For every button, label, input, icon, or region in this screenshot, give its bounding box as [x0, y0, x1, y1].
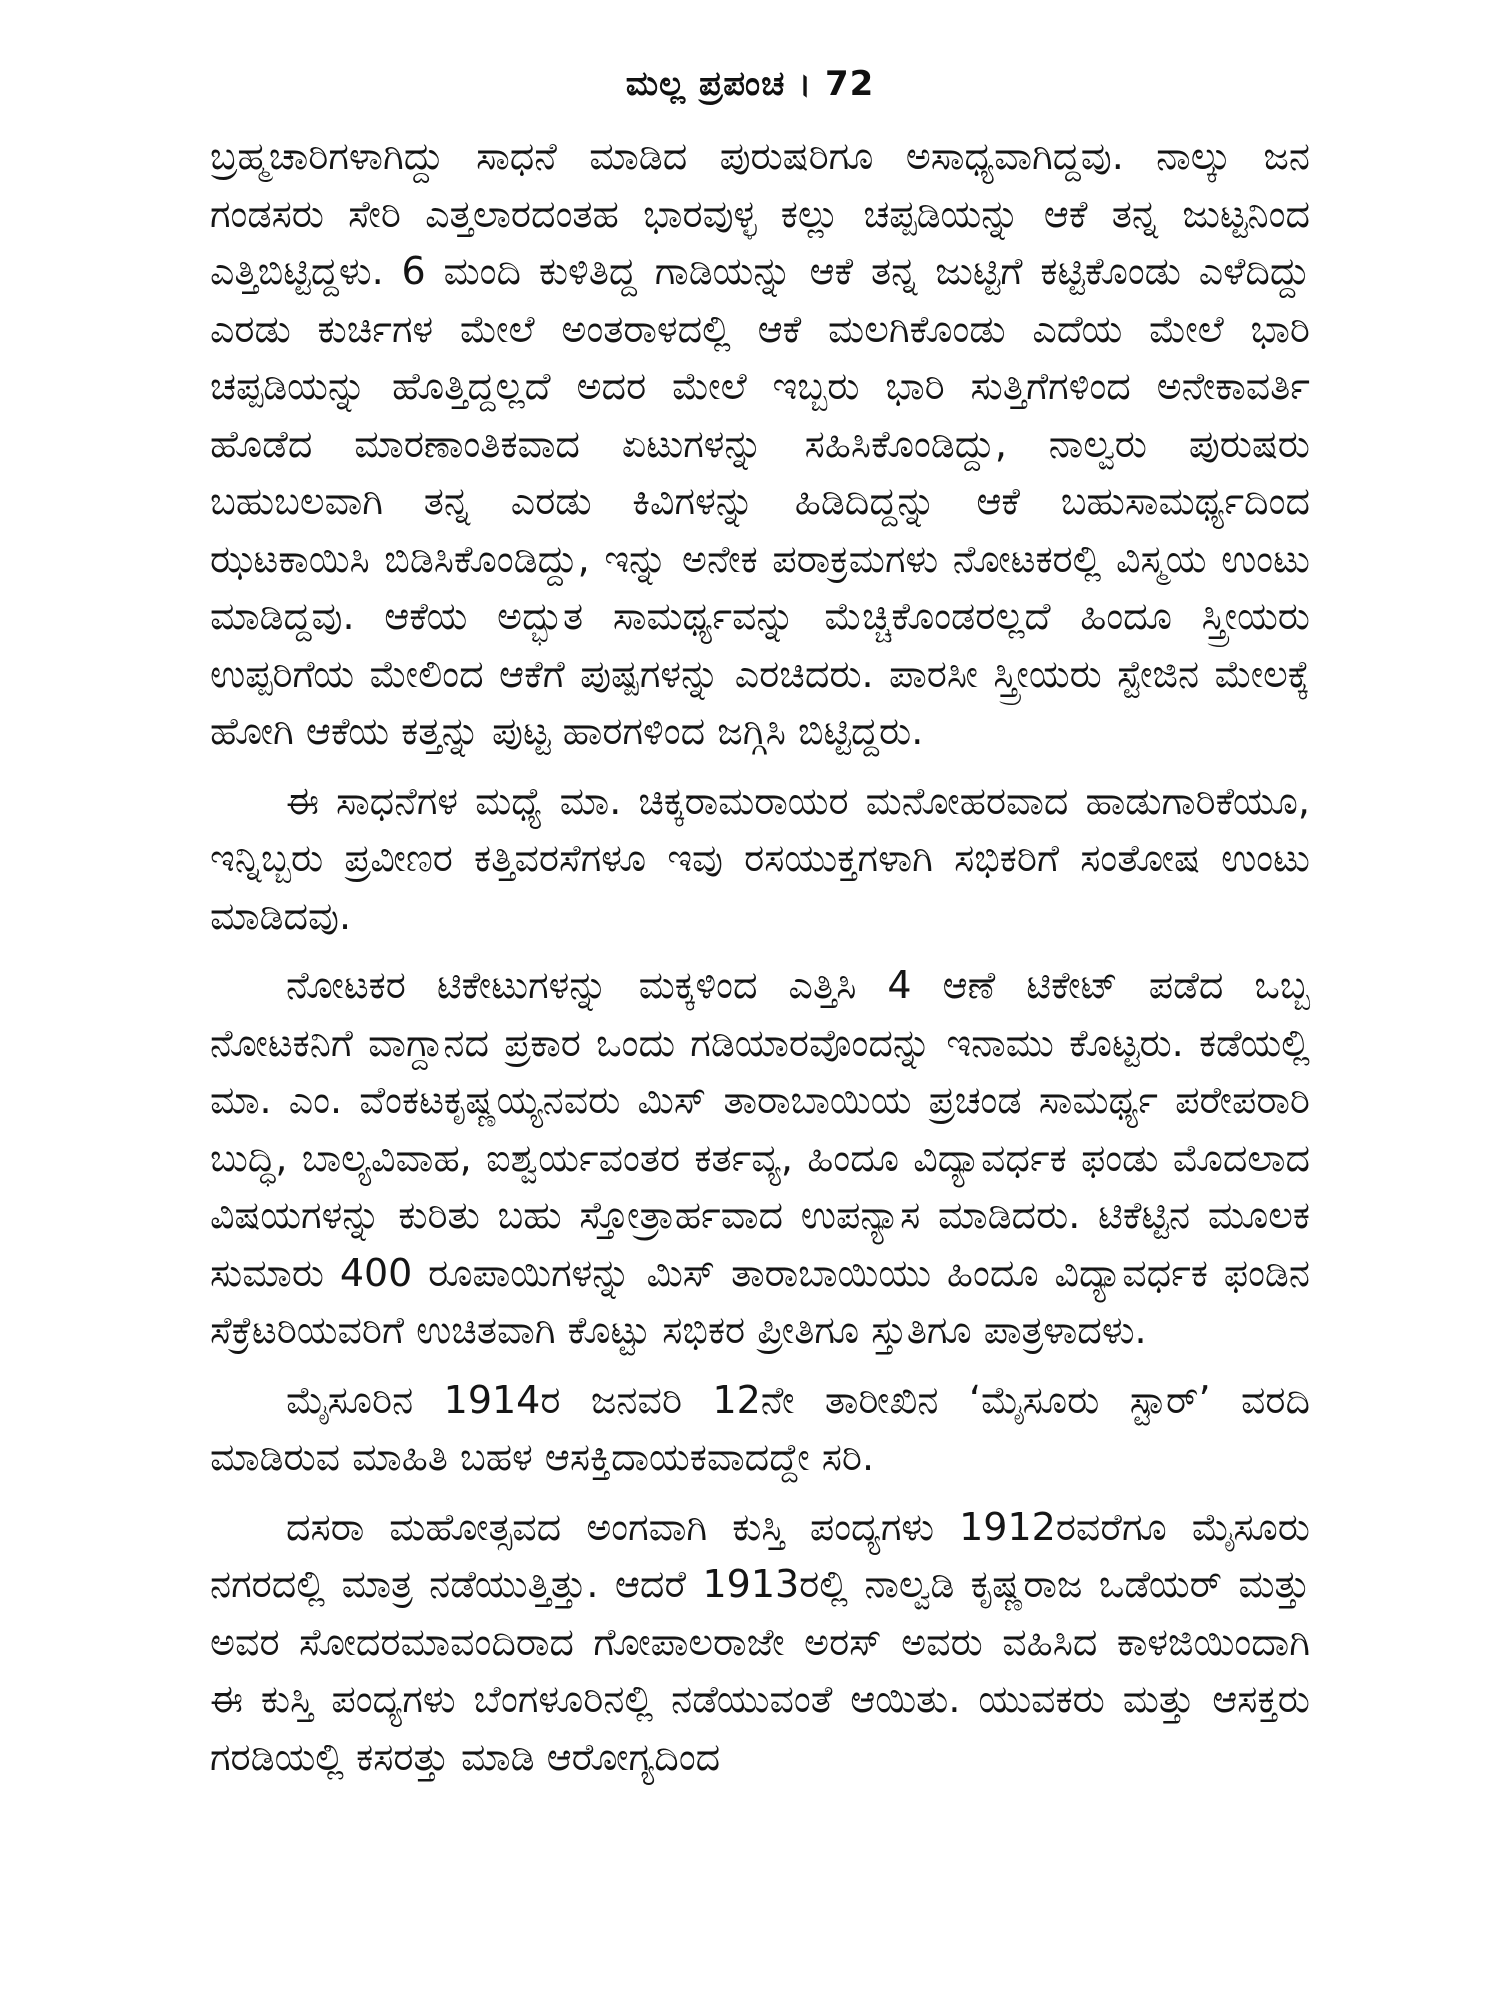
- paragraph-3: ನೋಟಕರ ಟಿಕೇಟುಗಳನ್ನು ಮಕ್ಕಳಿಂದ ಎತ್ತಿಸಿ 4 ಆಣೆ ಟಿಕೇಟ್ ಪಡೆದ ಒಬ್ಬ ನೋಟಕನಿಗೆ ವಾಗ್ದಾನದ ಪ್ರಕಾರ ಒಂದು ಗಡಿಯಾರವೊಂದನ್ನು ಇನಾಮು ಕೊಟ್ಟರು. ಕಡೆಯಲ್ಲಿ ಮಾ. ಎಂ. ವೆಂಕಟಕೃಷ್ಣಯ್ಯನವರು ಮಿಸ್ ತಾರಾಬಾಯಿಯ ಪ್ರಚಂಡ ಸಾಮರ್ಥ್ಯ ಪರೇಪರಾರಿ ಬುದ್ಧಿ, ಬಾಲ್ಯವಿವಾಹ, ಐಶ್ವರ್ಯವಂತರ ಕರ್ತವ್ಯ, ಹಿಂದೂ ವಿದ್ಯಾವರ್ಧಕ ಫಂಡು ಮೊದಲಾದ ವಿಷಯಗಳನ್ನು ಕುರಿತು ಬಹು ಸ್ತೋತ್ರಾರ್ಹವಾದ ಉಪನ್ಯಾಸ ಮಾಡಿದರು. ಟಿಕೆಟ್ಟಿನ ಮೂಲಕ ಸುಮಾರು 400 ರೂಪಾಯಿಗಳನ್ನು ಮಿಸ್ ತಾರಾಬಾಯಿಯು ಹಿಂದೂ ವಿದ್ಯಾವರ್ಧಕ ಫಂಡಿನ ಸೆಕ್ರೆಟರಿಯವರಿಗೆ ಉಚಿತವಾಗಿ ಕೊಟ್ಟು ಸಭಿಕರ ಪ್ರೀತಿಗೂ ಸ್ತುತಿಗೂ ಪಾತ್ರಳಾದಳು.: [210, 963, 1310, 1352]
- running-header: [0, 58, 1500, 110]
- paragraph-4: ಮೈಸೂರಿನ 1914ರ ಜನವರಿ 12ನೇ ತಾರೀಖಿನ ‘ಮೈಸೂರು ಸ್ಟಾರ್’ ವರದಿ ಮಾಡಿರುವ ಮಾಹಿತಿ ಬಹಳ ಆಸಕ್ತಿದಾಯಕವಾದದ್ದೇ ಸರಿ.: [210, 1377, 1310, 1479]
- page-number: 72: [824, 64, 875, 104]
- paragraph-2: ಈ ಸಾಧನೆಗಳ ಮಧ್ಯೆ ಮಾ. ಚಿಕ್ಕರಾಮರಾಯರ ಮನೋಹರವಾದ ಹಾಡುಗಾರಿಕೆಯೂ, ಇನ್ನಿಬ್ಬರು ಪ್ರವೀಣರ ಕತ್ತಿವರಸೆಗಳೂ ಇವು ರಸಯುಕ್ತಗಳಾಗಿ ಸಭಿಕರಿಗೆ ಸಂತೋಷ ಉಂಟು ಮಾಡಿದವು.: [210, 778, 1310, 938]
- body-text: [210, 128, 1310, 1798]
- header-separator: ।: [798, 64, 813, 104]
- book-title: ಮಲ್ಲ ಪ್ರಪಂಚ: [625, 64, 786, 104]
- paragraph-5: ದಸರಾ ಮಹೋತ್ಸವದ ಅಂಗವಾಗಿ ಕುಸ್ತಿ ಪಂದ್ಯಗಳು 1912ರವರೆಗೂ ಮೈಸೂರು ನಗರದಲ್ಲಿ ಮಾತ್ರ ನಡೆಯುತ್ತಿತ್ತು. ಆದರೆ 1913ರಲ್ಲಿ ನಾಲ್ವಡಿ ಕೃಷ್ಣರಾಜ ಒಡೆಯರ್ ಮತ್ತು ಅವರ ಸೋದರಮಾವಂದಿರಾದ ಗೋಪಾಲರಾಜೇ ಅರಸ್ ಅವರು ವಹಿಸಿದ ಕಾಳಜಿಯಿಂದಾಗಿ ಈ ಕುಸ್ತಿ ಪಂದ್ಯಗಳು ಬೆಂಗಳೂರಿನಲ್ಲಿ ನಡೆಯುವಂತೆ ಆಯಿತು. ಯುವಕರು ಮತ್ತು ಆಸಕ್ತರು ಗರಡಿಯಲ್ಲಿ ಕಸರತ್ತು ಮಾಡಿ ಆರೋಗ್ಯದಿಂದ: [210, 1504, 1310, 1779]
- paragraph-1: ಬ್ರಹ್ಮಚಾರಿಗಳಾಗಿದ್ದು ಸಾಧನೆ ಮಾಡಿದ ಪುರುಷರಿಗೂ ಅಸಾಧ್ಯವಾಗಿದ್ದವು. ನಾಲ್ಕು ಜನ ಗಂಡಸರು ಸೇರಿ ಎತ್ತಲಾರದಂತಹ ಭಾರವುಳ್ಳ ಕಲ್ಲು ಚಪ್ಪಡಿಯನ್ನು ಆಕೆ ತನ್ನ ಜುಟ್ಟನಿಂದ ಎತ್ತಿಬಿಟ್ಟಿದ್ದಳು. 6 ಮಂದಿ ಕುಳಿತಿದ್ದ ಗಾಡಿಯನ್ನು ಆಕೆ ತನ್ನ ಜುಟ್ಟಿಗೆ ಕಟ್ಟಿಕೊಂಡು ಎಳೆದಿದ್ದು ಎರಡು ಕುರ್ಚಿಗಳ ಮೇಲೆ ಅಂತರಾಳದಲ್ಲಿ ಆಕೆ ಮಲಗಿಕೊಂಡು ಎದೆಯ ಮೇಲೆ ಭಾರಿ ಚಪ್ಪಡಿಯನ್ನು ಹೊತ್ತಿದ್ದಲ್ಲದೆ ಅದರ ಮೇಲೆ ಇಬ್ಬರು ಭಾರಿ ಸುತ್ತಿಗೆಗಳಿಂದ ಅನೇಕಾವರ್ತಿ ಹೊಡೆದ ಮಾರಣಾಂತಿಕವಾದ ಏಟುಗಳನ್ನು ಸಹಿಸಿಕೊಂಡಿದ್ದು, ನಾಲ್ವರು ಪುರುಷರು ಬಹುಬಲವಾಗಿ ತನ್ನ ಎರಡು ಕಿವಿಗಳನ್ನು ಹಿಡಿದಿದ್ದನ್ನು ಆಕೆ ಬಹುಸಾಮರ್ಥ್ಯದಿಂದ ಝಟಕಾಯಿಸಿ ಬಿಡಿಸಿಕೊಂಡಿದ್ದು, ಇನ್ನು ಅನೇಕ ಪರಾಕ್ರಮಗಳು ನೋಟಕರಲ್ಲಿ ವಿಸ್ಮಯ ಉಂಟು ಮಾಡಿದ್ದವು. ಆಕೆಯ ಅದ್ಭುತ ಸಾಮರ್ಥ್ಯವನ್ನು ಮೆಚ್ಚಿಕೊಂಡರಲ್ಲದೆ ಹಿಂದೂ ಸ್ತ್ರೀಯರು ಉಪ್ಪರಿಗೆಯ ಮೇಲಿಂದ ಆಕೆಗೆ ಪುಷ್ಪಗಳನ್ನು ಎರಚಿದರು. ಪಾರಸೀ ಸ್ತ್ರೀಯರು ಸ್ಟೇಜಿನ ಮೇಲಕ್ಕೆ ಹೋಗಿ ಆಕೆಯ ಕತ್ತನ್ನು ಪುಟ್ಟ ಹಾರಗಳಿಂದ ಜಗ್ಗಿಸಿ ಬಿಟ್ಟಿದ್ದರು.: [210, 134, 1310, 753]
